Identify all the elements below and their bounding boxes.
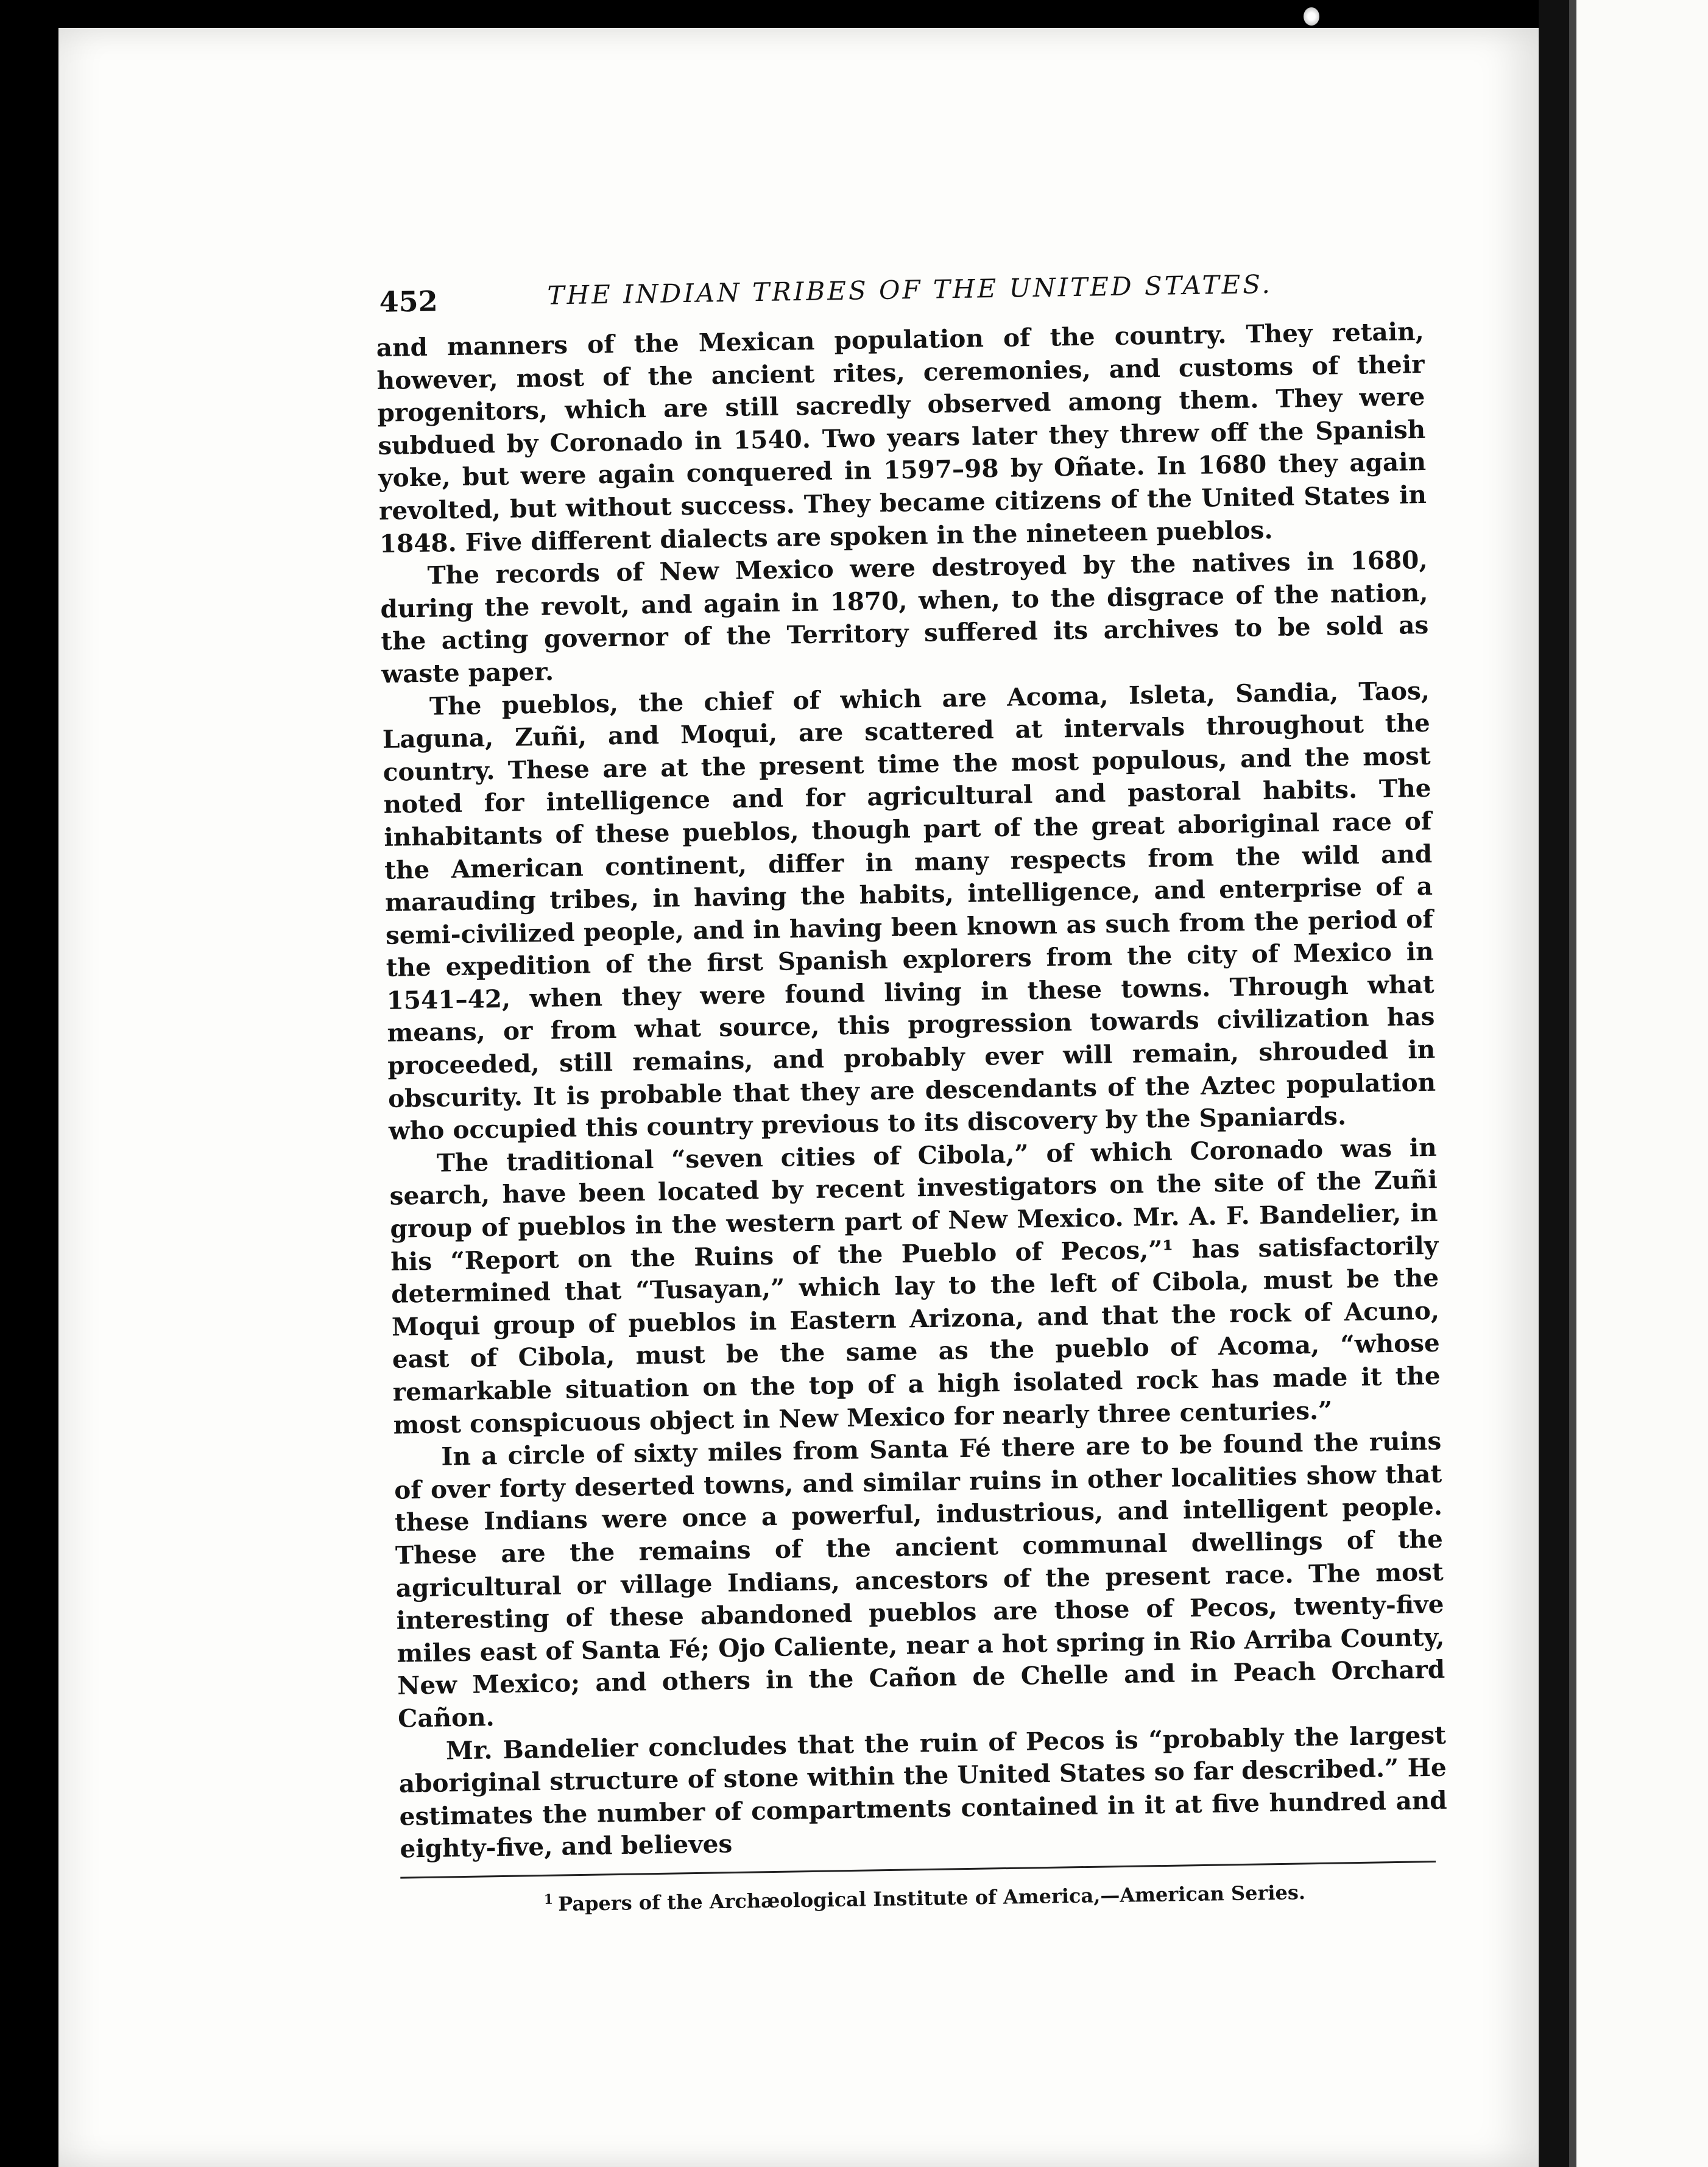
paragraph-continued: and manners of the Mexican population of the country. They retain, however, most of the ancient rites, ceremonies, and customs of their progenitors, which are still sacredly observed among them. They were subdued by Coronado in 1540. Two years later they threw off the Spanish yoke, but were again conquered in 1597–98 by Oñate. In 1680 they again revolted, but without success. They became citizens of the United States in 1848. Five different dialects are spoken in the nineteen pueblos.: [376, 316, 1427, 558]
paragraph-records: The records of New Mexico were destroyed by the natives in 1680, during the revolt, and again in 1870, when, to the disgrace of the nation, the acting governor of the Territory suffered its archives to be sold as waste paper.: [380, 545, 1429, 689]
scan-smudge: [1304, 7, 1319, 26]
running-title: THE INDIAN TRIBES OF THE UNITED STATES.: [547, 269, 1273, 311]
paragraph-ruins: In a circle of sixty miles from Santa Fé there are to be found the ruins of over forty deserted towns, and similar ruins in other localities show that these Indians were once a powerful, industrious, and intelligent people. These are the remains of the ancient communal dwellings of the agricultural or village Indians, ancestors of the present race. The most interesting of these abandoned pueblos are those of Pecos, twenty-five miles east of Santa Fé; Ojo Caliente, near a hot spring in Rio Arriba County, New Mexico; and others in the Cañon de Chelle and in Peach Orchard Cañon.: [393, 1426, 1445, 1733]
paragraph-bandelier: Mr. Bandelier concludes that the ruin of Pecos is “probably the largest aboriginal structure of stone within the United States so far described.” He estimates the number of compartments contained in it at five hundred and eighty-five, and believes: [398, 1720, 1447, 1864]
footnote-mark: 1: [543, 1891, 554, 1908]
facing-page-shadow: [1569, 0, 1576, 2167]
page-text-block: [375, 261, 1449, 1919]
facing-page-edge: [1569, 0, 1708, 2167]
page-number: 452: [379, 284, 439, 319]
paragraph-cibola: The traditional “seven cities of Cibola,” of which Coronado was in search, have been located by recent investigators on the site of the Zuñi group of pueblos in the western part of New Mexico. Mr. A. F. Bandelier, in his “Report on the Ruins of the Pueblo of Pecos,”¹ has satisfactorily determined that “Tusayan,” which lay to the left of Cibola, must be the Moqui group of pueblos in Eastern Arizona, and that the rock of Acuno, east of Cibola, must be the same as the pueblo of Acoma, “whose remarkable situation on the top of a high isolated rock has made it the most conspicuous object in New Mexico for nearly three centuries.”: [389, 1132, 1441, 1440]
binding-gutter: [1539, 0, 1569, 2167]
paragraph-pueblos: The pueblos, the chief of which are Acoma, Isleta, Sandia, Taos, Laguna, Zuñi, and Moqui, are scattered at intervals throughout the country. These are at the present time the most populous, and the most noted for intelligence and for agricultural and pastoral habits. The inhabitants of these pueblos, though part of the great aboriginal race of the American continent, differ in many respects from the wild and marauding tribes, in having the habits, intelligence, and enterprise of a semi-civilized people, and in having been known as such from the period of the expedition of the first Spanish explorers from the city of Mexico in 1541–42, when they were found living in these towns. Through what means, or from what source, this progression towards civilization has proceeded, still remains, and probably ever will remain, shrouded in obscurity. It is probable that they are descendants of the Aztec population who occupied this country previous to its discovery by the Spaniards.: [382, 675, 1436, 1146]
footnote-text: Papers of the Archæological Institute of America,—American Series.: [557, 1880, 1306, 1916]
